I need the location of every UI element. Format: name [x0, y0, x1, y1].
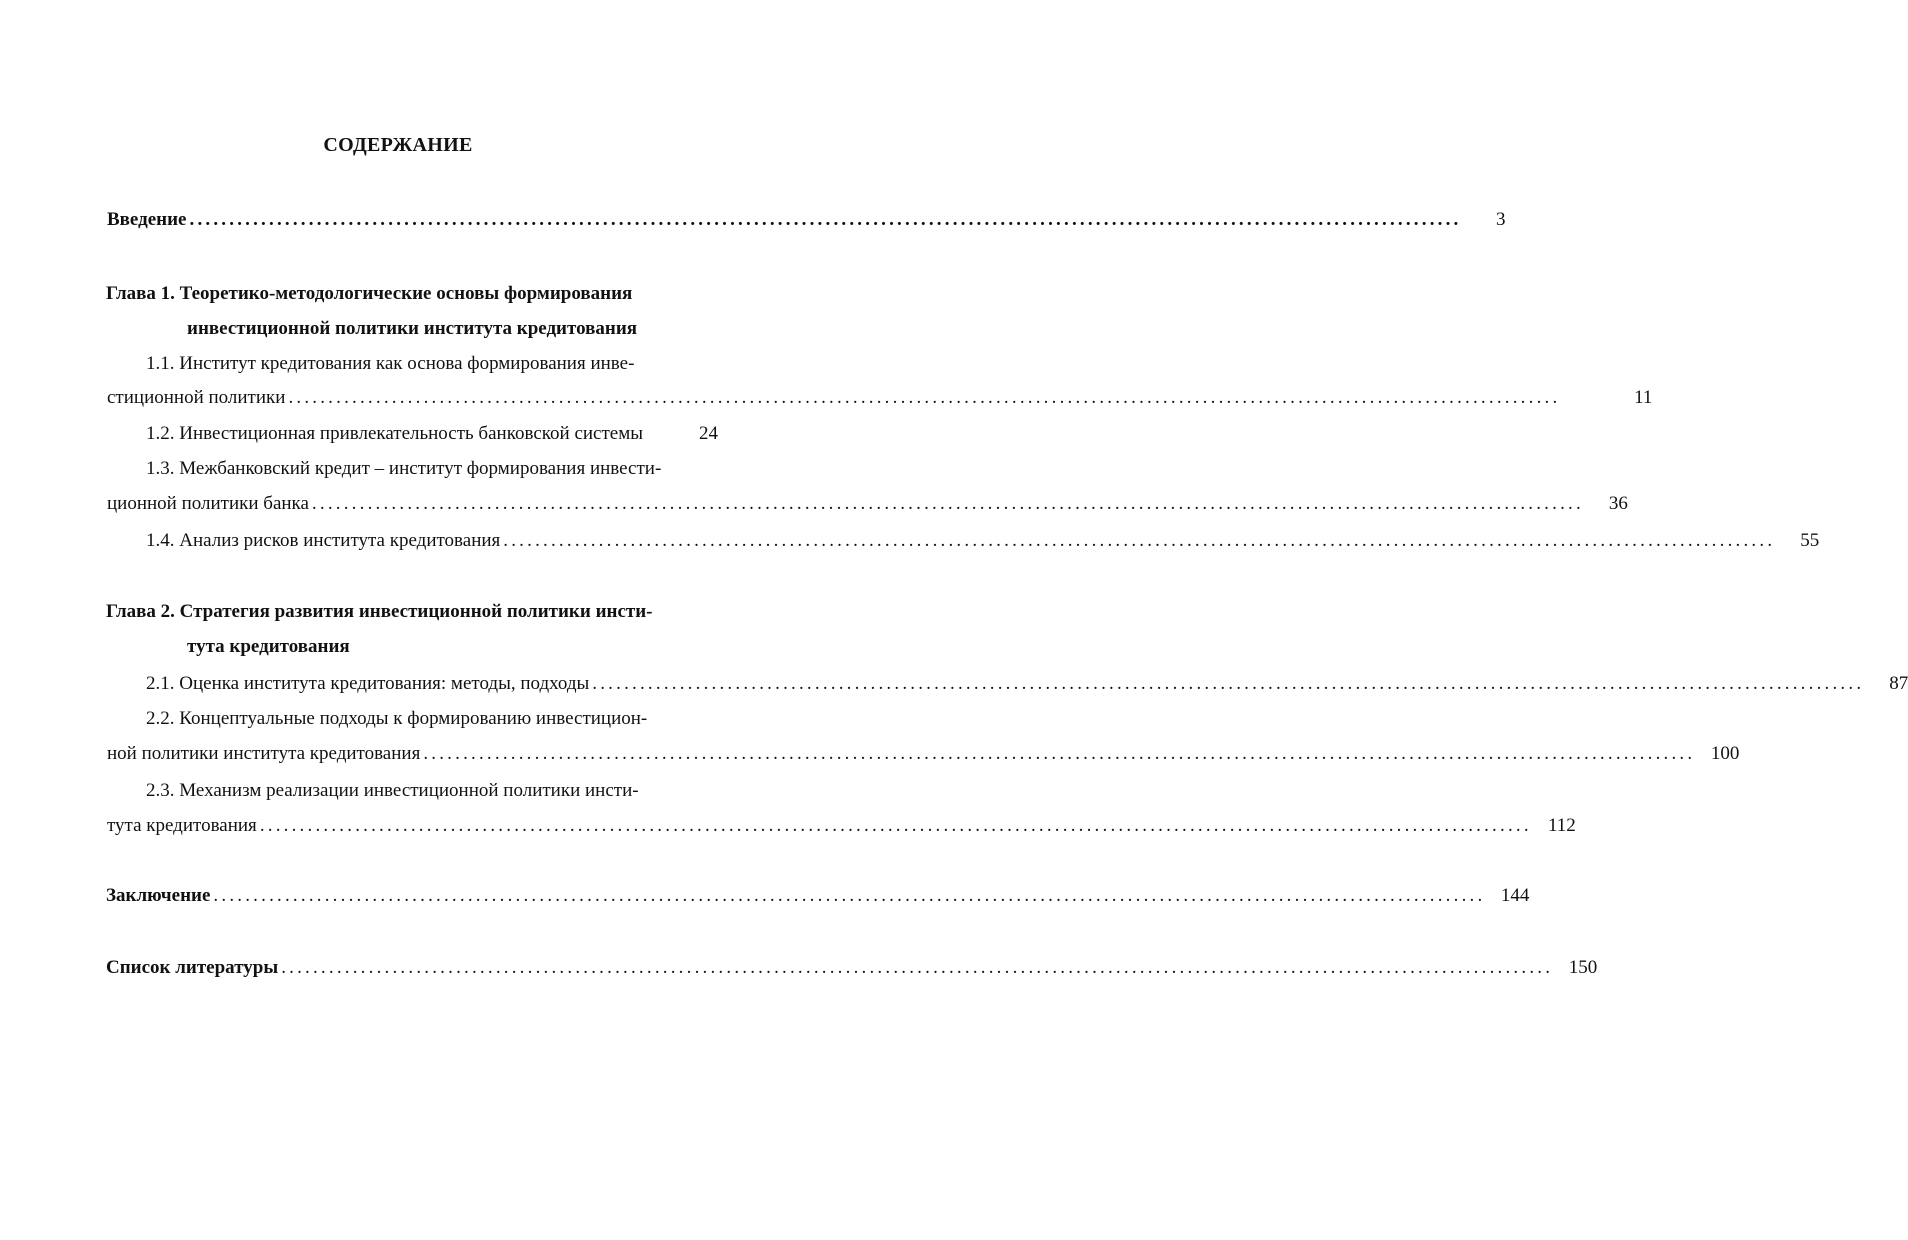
dot-leader: ................................................................................................................................................................ [281, 957, 1554, 978]
section-1-3-line1: 1.3. Межбанковский кредит – институт формирования инвести- [146, 458, 662, 479]
dot-leader: ................................................................................................................................................................ [311, 493, 1584, 514]
chapter-1-heading-line1: Глава 1. Теоретико-методологические основы формирования [106, 283, 633, 304]
toc-entry-2-2 [107, 742, 1740, 766]
toc-entry-conclusion [106, 884, 1530, 908]
page-number: 112 [1548, 815, 1576, 836]
page-number: 55 [1800, 530, 1820, 551]
entry-text: Список литературы [106, 957, 279, 978]
entry-text: 2.1. Оценка института кредитования: методы, подходы [146, 673, 590, 694]
page-number: 100 [1710, 743, 1740, 764]
toc-entry-1-2 [146, 422, 718, 446]
dot-leader: ................................................................................................................................................................ [259, 815, 1532, 836]
dot-leader: ................................................................................................................................................................ [503, 530, 1776, 551]
page-number: 3 [1496, 209, 1506, 230]
section-1-1-line1: 1.1. Институт кредитования как основа формирования инве- [146, 353, 635, 374]
toc-entry-1-3 [107, 492, 1628, 516]
toc-entry-intro [107, 208, 1506, 232]
page-number: 36 [1608, 493, 1628, 514]
dot-leader: ................................................................................................................................................................ [423, 743, 1696, 764]
entry-text: Введение [107, 209, 187, 230]
entry-text: тута кредитования [107, 815, 257, 836]
page-number: 11 [1634, 387, 1653, 408]
toc-title: СОДЕРЖАНИЕ [323, 134, 473, 156]
section-2-2-line1: 2.2. Концептуальные подходы к формированию инвестицион- [146, 708, 648, 729]
toc-entry-1-4 [146, 529, 1820, 553]
chapter-2-heading-line1: Глава 2. Стратегия развития инвестиционной политики инсти- [106, 601, 653, 622]
dot-leader: ................................................................................................................................................................ [213, 885, 1486, 906]
entry-text: ной политики института кредитования [107, 743, 421, 764]
toc-entry-1-1 [107, 386, 1653, 410]
page-number: 144 [1500, 885, 1530, 906]
entry-text: 1.2. Инвестиционная привлекательность банковской системы [146, 423, 644, 444]
entry-text: 1.4. Анализ рисков института кредитования [146, 530, 501, 551]
page-number: 150 [1568, 957, 1598, 978]
entry-text: Заключение [106, 885, 211, 906]
page-number: 24 [699, 423, 718, 444]
dot-leader: ................................................................................................................................................................ [189, 209, 1462, 230]
toc-entry-2-1 [146, 672, 1908, 696]
chapter-1-heading-line2: инвестиционной политики института кредитования [187, 318, 638, 339]
dot-leader: ................................................................................................................................................................ [592, 673, 1865, 694]
dot-leader: ................................................................................................................................................................ [288, 387, 1561, 408]
entry-text: ционной политики банка [107, 493, 309, 514]
chapter-2-heading-line2: тута кредитования [187, 636, 350, 657]
section-2-3-line1: 2.3. Механизм реализации инвестиционной политики инсти- [146, 780, 639, 801]
page-number: 87 [1889, 673, 1908, 694]
toc-entry-2-3 [107, 814, 1576, 838]
entry-text: стиционной политики [107, 387, 286, 408]
toc-entry-references [106, 956, 1598, 980]
